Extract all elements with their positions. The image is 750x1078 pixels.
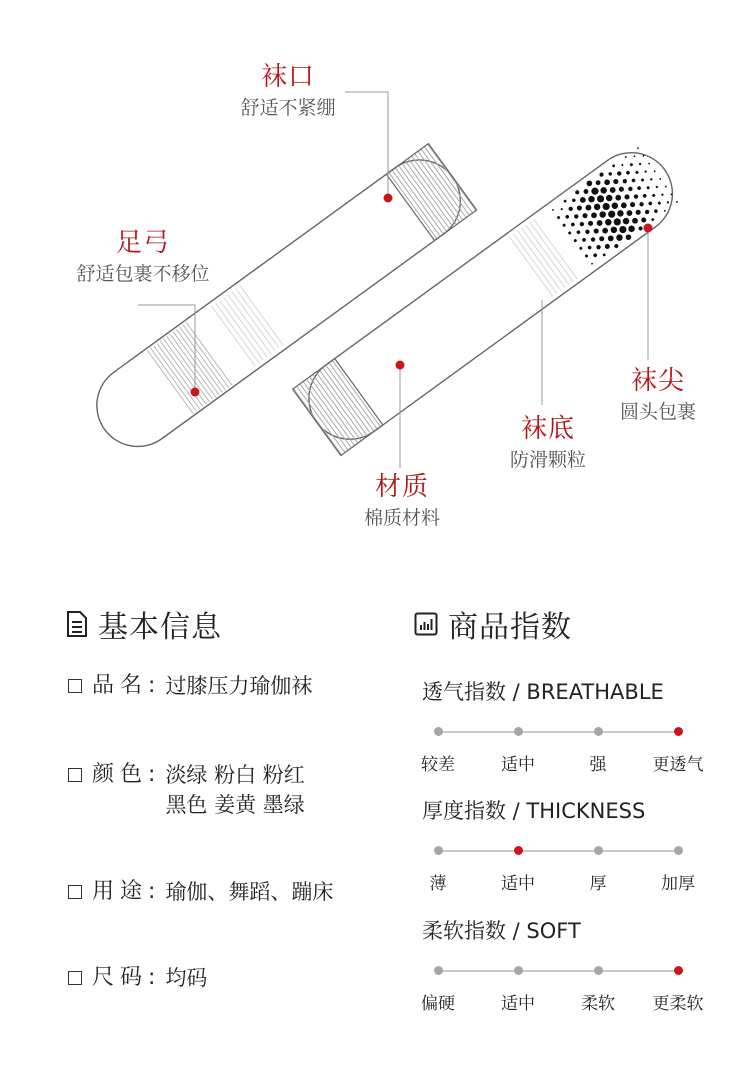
index-thickness <box>422 795 722 893</box>
info-row-color: 颜色 : 淡绿 粉白 粉红 黑色 姜黄 墨绿 <box>68 760 305 820</box>
info-value: 瑜伽、舞蹈、蹦床 <box>165 880 334 904</box>
callout-arch <box>58 228 228 286</box>
level-dot <box>594 727 603 736</box>
level-label: 厚 <box>589 874 607 894</box>
index-labels <box>429 869 695 894</box>
basic-info-heading <box>66 602 222 646</box>
info-label: 颜色 <box>92 762 149 787</box>
callout-material <box>342 472 462 530</box>
callout-title: 袜口 <box>260 62 315 92</box>
level-dot <box>434 846 443 855</box>
callout-sub: 舒适不紧绷 <box>240 97 336 119</box>
info-row-size: 尺码 : 均码 <box>68 963 207 993</box>
level-label: 柔软 <box>580 994 615 1014</box>
selected-level-dot <box>674 727 683 736</box>
checkbox-icon <box>68 679 82 693</box>
level-dot <box>594 846 603 855</box>
info-label: 品名 <box>92 673 149 698</box>
checkbox-icon <box>68 885 82 899</box>
product-index-heading <box>414 602 572 646</box>
level-dot <box>514 727 523 736</box>
index-title: 透气指数 / BREATHABLE <box>422 680 664 704</box>
bar-chart-icon <box>414 612 438 636</box>
callout-sub: 圆头包裹 <box>619 401 696 423</box>
callout-title: 材质 <box>374 472 429 502</box>
document-icon <box>66 610 88 638</box>
callout-sub: 舒适包裹不移位 <box>76 263 210 285</box>
level-label: 适中 <box>500 755 535 775</box>
callout-toe <box>598 366 718 424</box>
index-soft <box>422 915 722 1013</box>
index-track <box>438 841 678 861</box>
selected-level-dot <box>674 966 683 975</box>
level-label: 适中 <box>500 874 535 894</box>
info-row-usage: 用途 : 瑜伽、舞蹈、蹦床 <box>68 877 333 907</box>
level-label: 薄 <box>429 874 447 894</box>
info-label: 尺码 <box>92 965 149 990</box>
level-label: 更透气 <box>652 755 704 775</box>
info-value: 淡绿 粉白 粉红 黑色 姜黄 墨绿 <box>165 763 305 817</box>
callout-title: 袜尖 <box>630 366 685 396</box>
callout-cuff <box>218 62 358 120</box>
index-track <box>438 961 678 981</box>
grip-dot <box>676 201 679 204</box>
checkbox-icon <box>68 971 82 985</box>
callout-sole <box>488 414 608 472</box>
level-label: 更柔软 <box>652 994 704 1014</box>
level-dot <box>594 966 603 975</box>
level-label: 适中 <box>500 994 535 1014</box>
section-title: 基本信息 <box>98 610 222 645</box>
checkbox-icon <box>68 768 82 782</box>
level-label: 强 <box>589 755 607 775</box>
info-row-name: 品名 : 过膝压力瑜伽袜 <box>68 671 312 701</box>
index-labels <box>421 750 704 775</box>
index-labels <box>421 989 704 1014</box>
level-label: 加厚 <box>661 874 695 894</box>
level-label: 偏硬 <box>421 994 455 1014</box>
info-value: 均码 <box>165 966 208 990</box>
index-title: 柔软指数 / SOFT <box>422 919 581 943</box>
index-title: 厚度指数 / THICKNESS <box>422 799 646 823</box>
callout-title: 袜底 <box>520 414 575 444</box>
level-dot <box>674 846 683 855</box>
level-dot <box>514 966 523 975</box>
level-dot <box>434 966 443 975</box>
info-value: 过膝压力瑜伽袜 <box>165 674 313 698</box>
level-label: 较差 <box>421 755 455 775</box>
index-track <box>438 722 678 742</box>
callout-title: 足弓 <box>115 228 170 258</box>
section-title: 商品指数 <box>448 610 572 645</box>
index-breathable <box>422 676 722 774</box>
callout-sub: 棉质材料 <box>363 507 440 529</box>
info-label: 用途 <box>92 879 149 904</box>
selected-level-dot <box>514 846 523 855</box>
level-dot <box>434 727 443 736</box>
callout-sub: 防滑颗粒 <box>509 449 586 471</box>
grip-dot <box>637 147 640 150</box>
